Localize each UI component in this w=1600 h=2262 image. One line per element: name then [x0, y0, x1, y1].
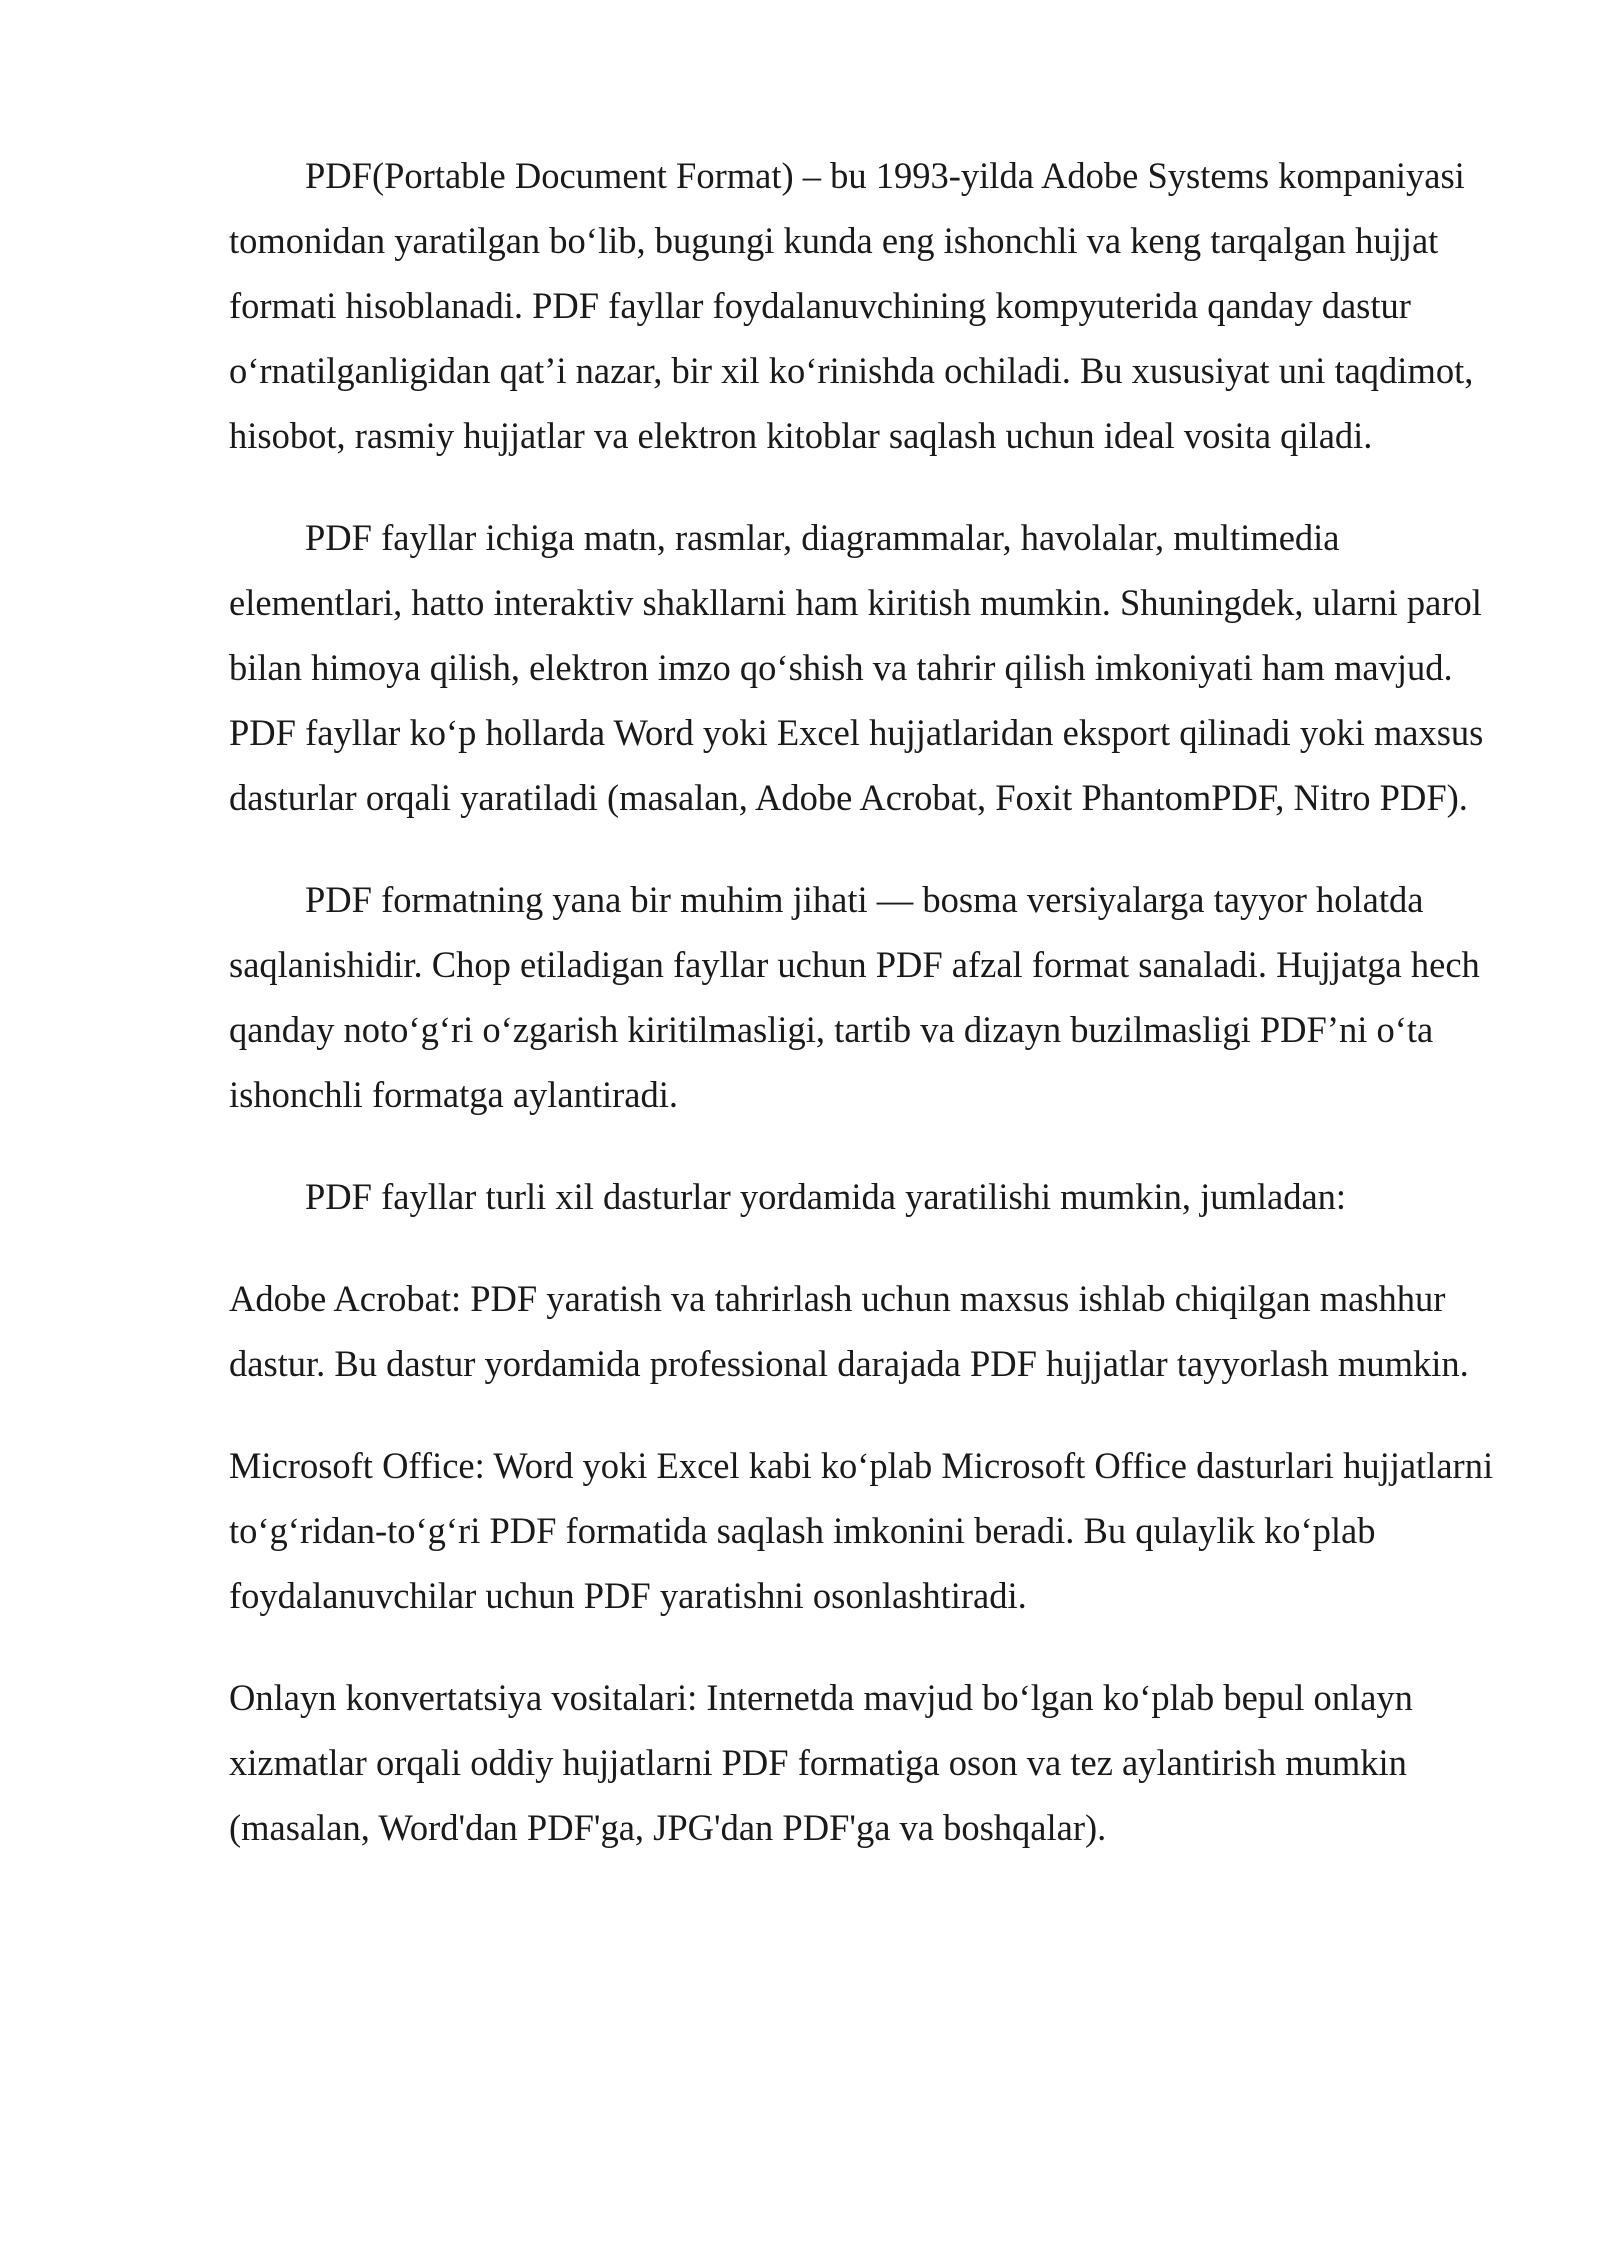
paragraph-pdf-intro: PDF(Portable Document Format) – bu 1993-yilda Adobe Systems kompaniyasi tomonidan yaratilgan bo‘lib, bugungi kunda eng ishonchli va keng tarqalgan hujjat formati hisoblanadi. PDF fayllar foydalanuvchining kompyuterida qanday dastur o‘rnatilganligidan qat’i nazar, bir xil ko‘rinishda ochiladi. Bu xususiyat uni taqdimot, hisobot, rasmiy hujjatlar va elektron kitoblar saqlash uchun ideal vosita qiladi.: [229, 155, 1474, 456]
paragraph-microsoft-office: Microsoft Office: Word yoki Excel kabi ko‘plab Microsoft Office dasturlari hujjatlarni to‘g‘ridan-to‘g‘ri PDF formatida saqlash imkonini beradi. Bu qulaylik ko‘plab foydalanuvchilar uchun PDF yaratishni osonlashtiradi.: [229, 1445, 1494, 1616]
paragraph-pdf-tools-intro: PDF fayllar turli xil dasturlar yordamida yaratilishi mumkin, jumladan:: [305, 1176, 1347, 1217]
document-body: [229, 143, 1494, 1860]
paragraph-adobe-acrobat: Adobe Acrobat: PDF yaratish va tahrirlash uchun maxsus ishlab chiqilgan mashhur dastur. Bu dastur yordamida professional darajada PDF hujjatlar tayyorlash mumkin.: [229, 1278, 1469, 1384]
paragraph-online-tools: Onlayn konvertatsiya vositalari: Internetda mavjud bo‘lgan ko‘plab bepul onlayn xizmatlar orqali oddiy hujjatlarni PDF formatiga oson va tez aylantirish mumkin (masalan, Word'dan PDF'ga, JPG'dan PDF'ga va boshqalar).: [229, 1677, 1413, 1848]
paragraph-pdf-content: PDF fayllar ichiga matn, rasmlar, diagrammalar, havolalar, multimedia elementlari, hatto interaktiv shakllarni ham kiritish mumkin. Shuningdek, ularni parol bilan himoya qilish, elektron imzo qo‘shish va tahrir qilish imkoniyati ham mavjud. PDF fayllar ko‘p hollarda Word yoki Excel hujjatlaridan eksport qilinadi yoki maxsus dasturlar orqali yaratiladi (masalan, Adobe Acrobat, Foxit PhantomPDF, Nitro PDF).: [229, 517, 1484, 818]
paragraph-pdf-print: PDF formatning yana bir muhim jihati — bosma versiyalarga tayyor holatda saqlanishidir. Chop etiladigan fayllar uchun PDF afzal format sanaladi. Hujjatga hech qanday noto‘g‘ri o‘zgarish kiritilmasligi, tartib va dizayn buzilmasligi PDF’ni o‘ta ishonchli formatga aylantiradi.: [229, 879, 1480, 1115]
